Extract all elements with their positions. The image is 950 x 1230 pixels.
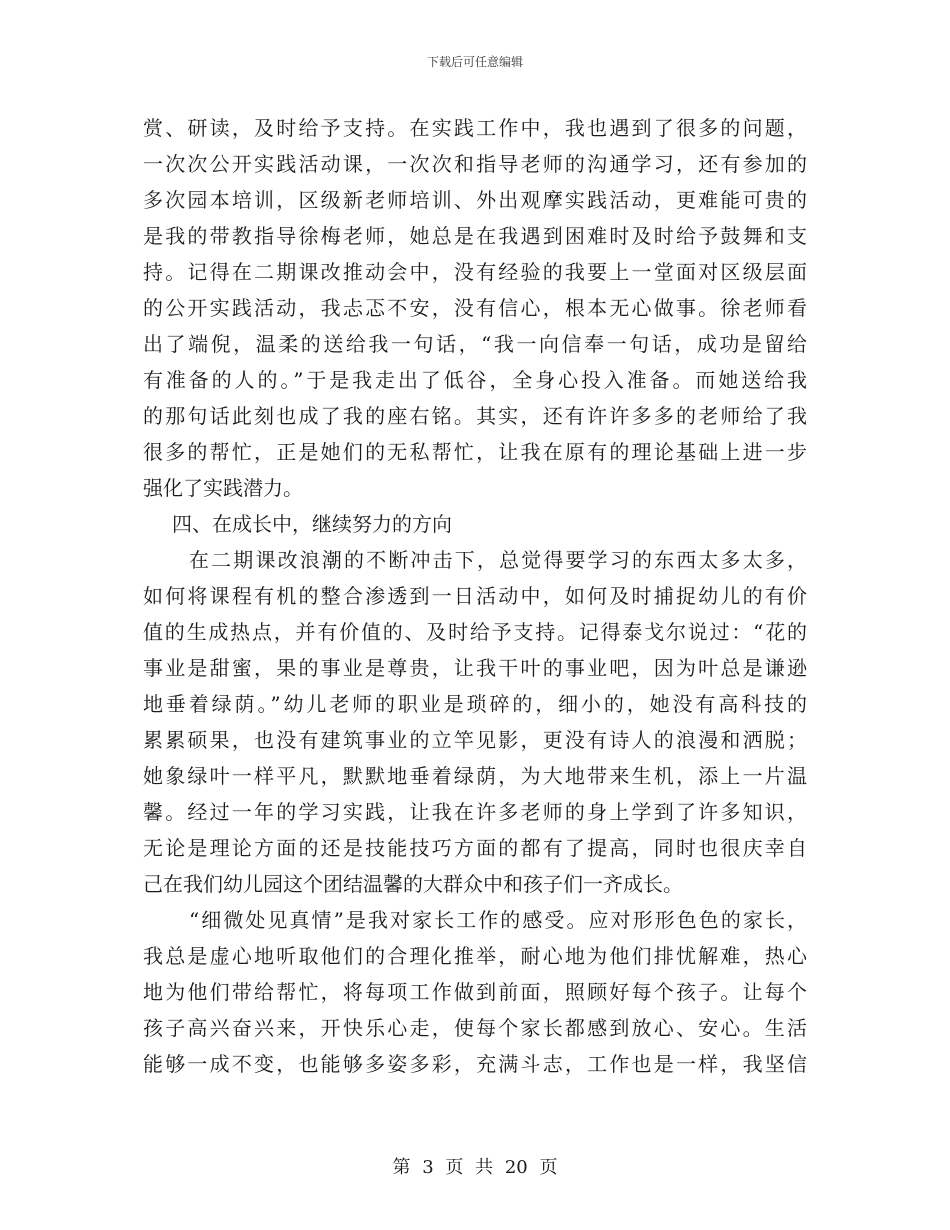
paragraph-line: 无论是理论方面的还是技能技巧方面的都有了提高，同时也很庆幸自 <box>143 836 807 860</box>
paragraph-line: 有准备的人的。”于是我走出了低谷，全身心投入准备。而她送给我 <box>143 368 807 392</box>
paragraph-line: 是我的带教指导徐梅老师，她总是在我遇到困难时及时给予鼓舞和支 <box>143 224 807 248</box>
paragraph-line: 值的生成热点，并有价值的、及时给予支持。记得泰戈尔说过：“花的 <box>143 620 807 644</box>
paragraph-line: “细微处见真情”是我对家长工作的感受。应对形形色色的家长， <box>189 908 807 932</box>
section-heading: 四、在成长中，继续努力的方向 <box>172 512 452 536</box>
paragraph-line: 事业是甜蜜，果的事业是尊贵，让我干叶的事业吧，因为叶总是谦逊 <box>143 656 807 680</box>
paragraph-line: 赏、研读，及时给予支持。在实践工作中，我也遇到了很多的问题， <box>143 116 807 140</box>
paragraph-line: 孩子高兴奋兴来，开快乐心走，使每个家长都感到放心、安心。生活 <box>143 1016 807 1040</box>
paragraph-line: 很多的帮忙，正是她们的无私帮忙，让我在原有的理论基础上进一步 <box>143 440 807 464</box>
paragraph-line: 累累硕果，也没有建筑事业的立竿见影，更没有诗人的浪漫和洒脱； <box>143 728 807 752</box>
paragraph-line: 的那句话此刻也成了我的座右铭。其实，还有许许多多的老师给了我 <box>143 404 807 428</box>
paragraph-line: 出了端倪，温柔的送给我一句话，“我一向信奉一句话，成功是留给 <box>143 332 807 356</box>
paragraph-line: 如何将课程有机的整合渗透到一日活动中，如何及时捕捉幼儿的有价 <box>143 584 807 608</box>
paragraph-line: 一次次公开实践活动课，一次次和指导老师的沟通学习，还有参加的 <box>143 152 807 176</box>
paragraph-line: 持。记得在二期课改推动会中，没有经验的我要上一堂面对区级层面 <box>143 260 807 284</box>
paragraph-line: 我总是虚心地听取他们的合理化推举，耐心地为他们排忧解难，热心 <box>143 944 807 968</box>
paragraph-line: 强化了实践潜力。 <box>143 476 303 500</box>
paragraph-line: 己在我们幼儿园这个团结温馨的大群众中和孩子们一齐成长。 <box>143 872 683 896</box>
page-header: 下载后可任意编辑 <box>426 55 523 69</box>
paragraph-line: 她象绿叶一样平凡，默默地垂着绿荫，为大地带来生机，添上一片温 <box>143 764 807 788</box>
paragraph-line: 多次园本培训，区级新老师培训、外出观摩实践活动，更难能可贵的 <box>143 188 807 212</box>
document-body <box>143 110 807 1082</box>
paragraph-line: 在二期课改浪潮的不断冲击下，总觉得要学习的东西太多太多， <box>189 548 807 572</box>
paragraph-line: 馨。经过一年的学习实践，让我在许多老师的身上学到了许多知识， <box>143 800 807 824</box>
page-number-footer: 第 3 页 共 20 页 <box>392 1157 558 1178</box>
paragraph-line: 能够一成不变，也能够多姿多彩，充满斗志，工作也是一样，我坚信 <box>143 1052 807 1076</box>
paragraph-line: 地为他们带给帮忙，将每项工作做到前面，照顾好每个孩子。让每个 <box>143 980 807 1004</box>
paragraph-line: 地垂着绿荫。”幼儿老师的职业是琐碎的，细小的，她没有高科技的 <box>143 692 807 716</box>
paragraph-line: 的公开实践活动，我忐忑不安，没有信心，根本无心做事。徐老师看 <box>143 296 807 320</box>
